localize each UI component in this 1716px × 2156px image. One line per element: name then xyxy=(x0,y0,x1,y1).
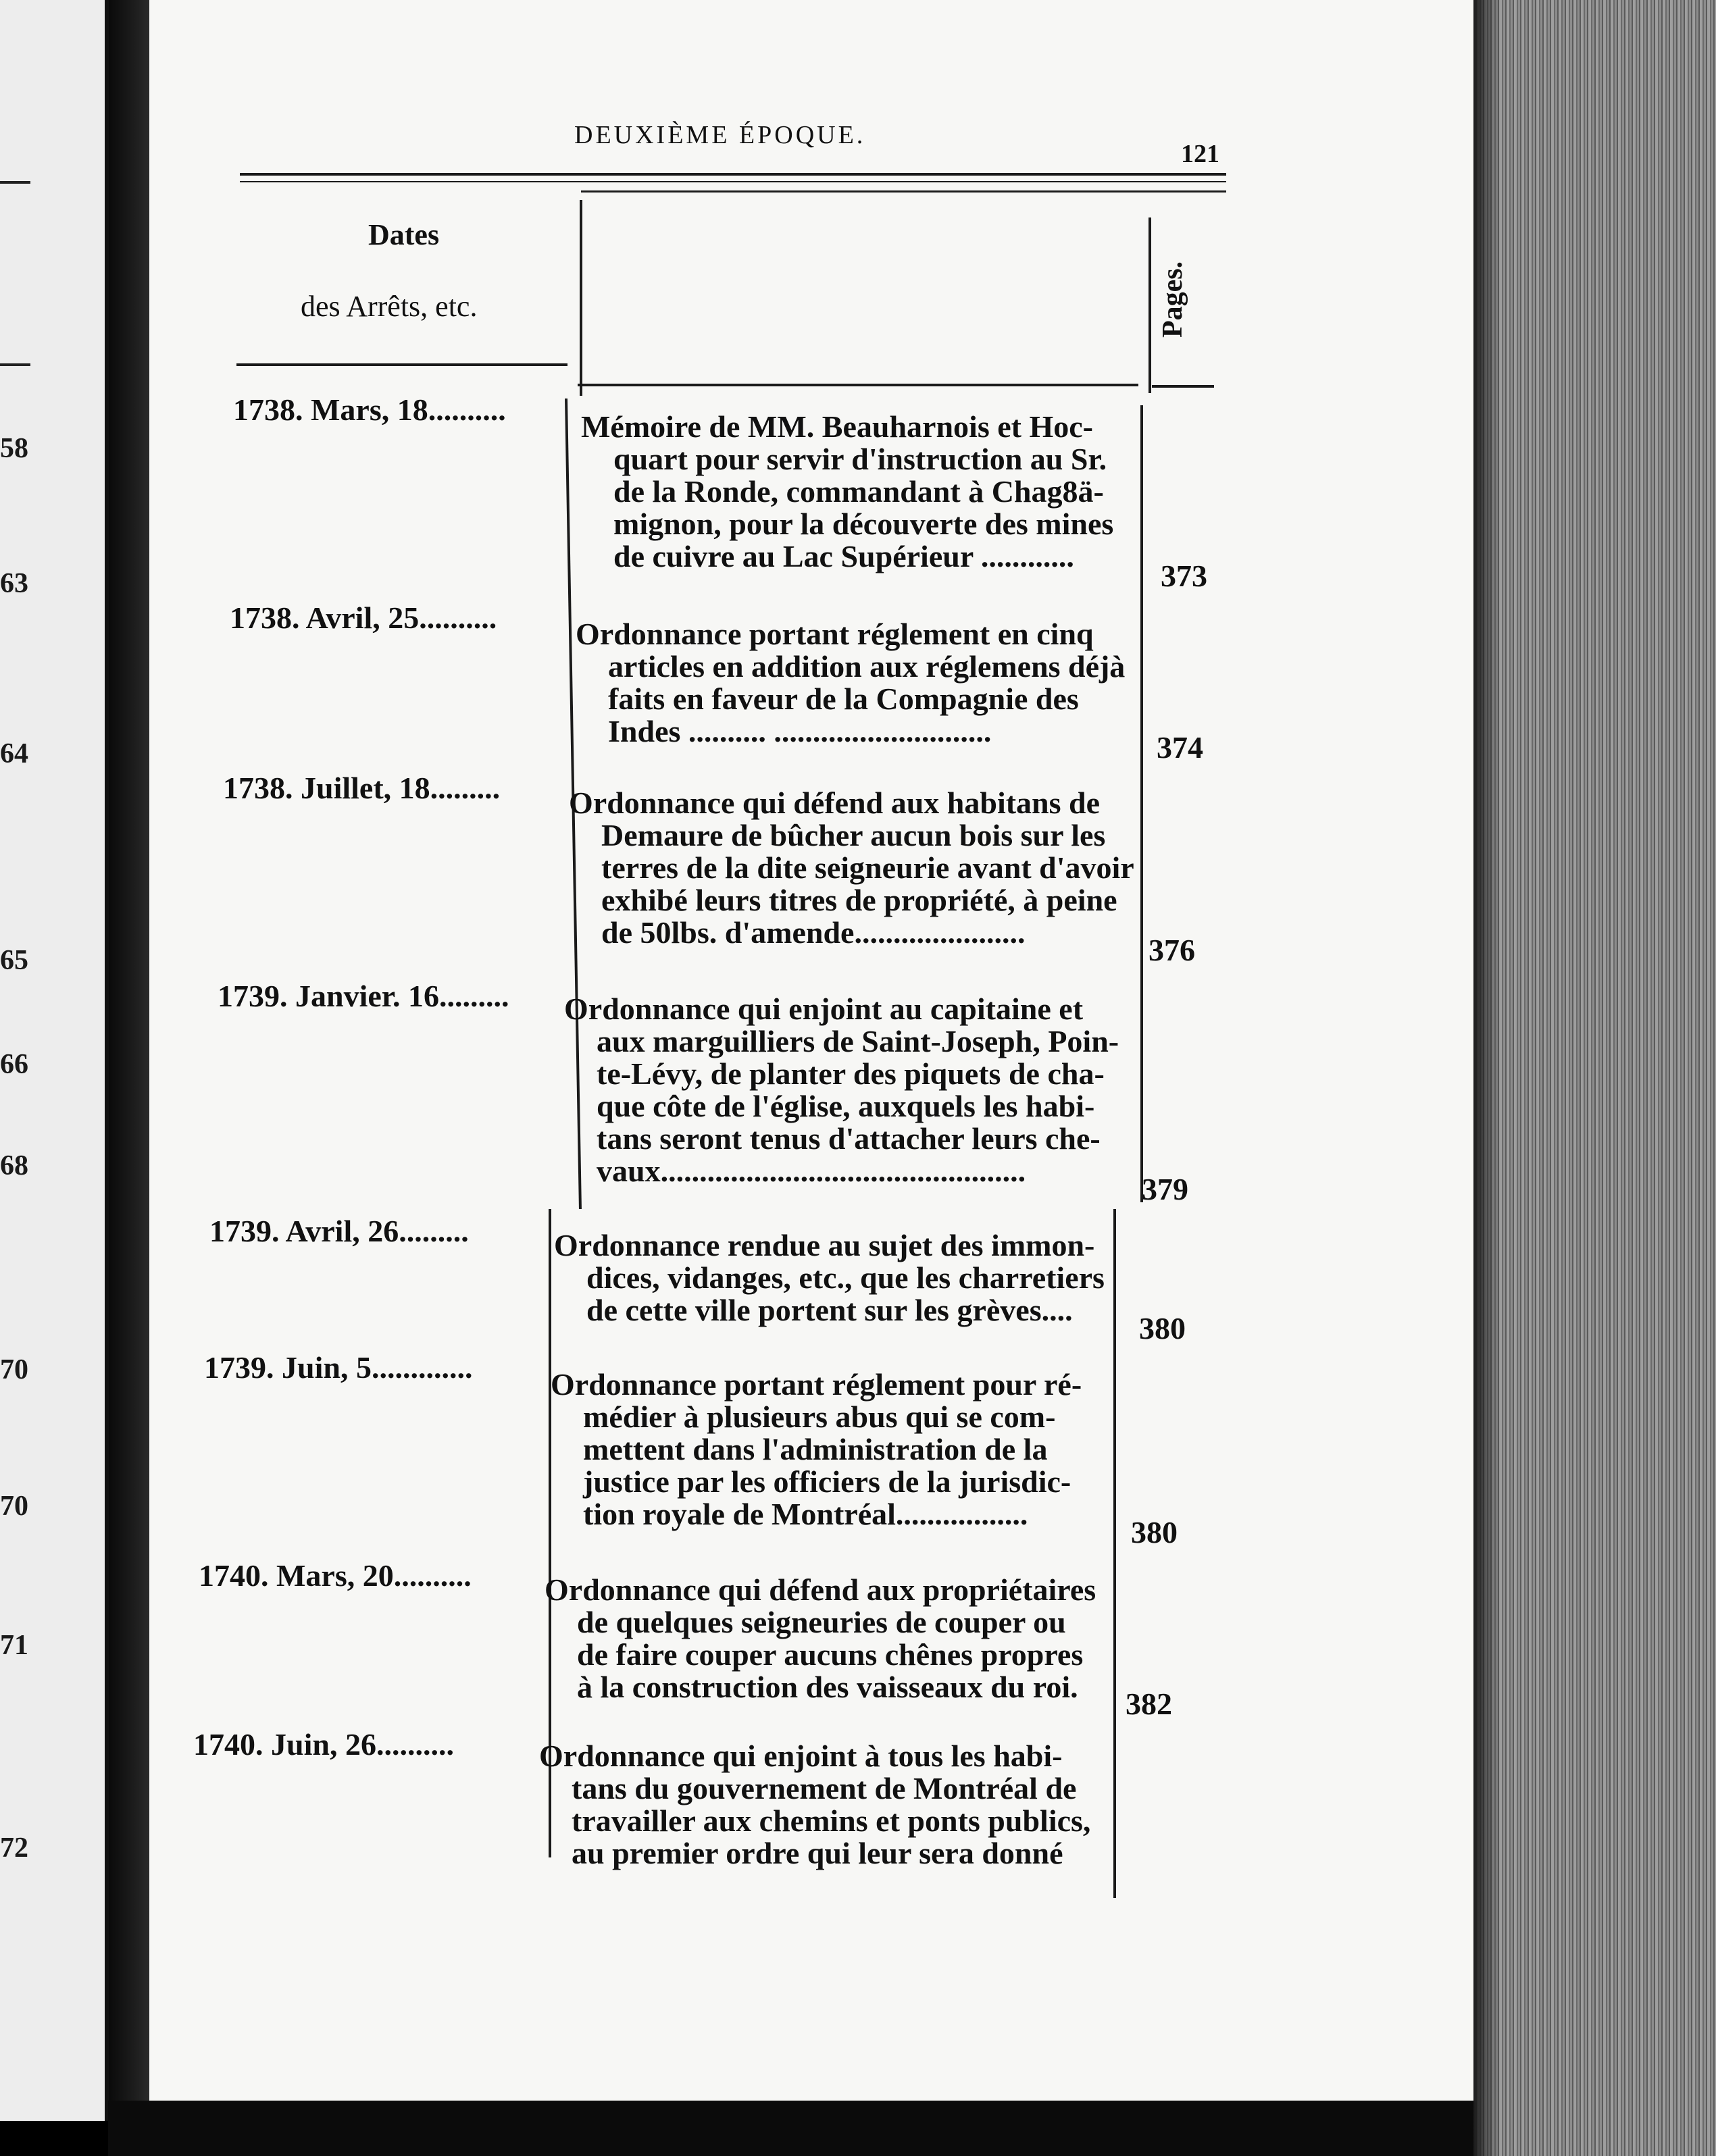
column-divider xyxy=(580,200,582,396)
left-facing-page xyxy=(0,0,109,2121)
entry-description xyxy=(554,1229,1105,1327)
book-page-edges xyxy=(1473,0,1716,2156)
entry-date: 1739. Juin, 5............. xyxy=(204,1350,473,1385)
column-rule-description xyxy=(578,384,1138,386)
entry-date: 1738. Mars, 18.......... xyxy=(233,392,506,427)
entry-line: Ordonnance rendue au sujet des immon- xyxy=(554,1228,1095,1262)
entry-description xyxy=(539,1740,1090,1870)
entry-line: de cette ville portent sur les grèves.... xyxy=(586,1293,1073,1327)
entry-line: mignon, pour la découverte des mines xyxy=(613,507,1114,541)
entry-line: exhibé leurs titres de propriété, à peine xyxy=(601,883,1117,917)
entry-line: de cuivre au Lac Supérieur ............ xyxy=(613,539,1074,573)
entry-line: dices, vidanges, etc., que les charretiers xyxy=(586,1260,1105,1295)
entry-line: vaux............................................... xyxy=(597,1154,1026,1188)
entry-description xyxy=(581,411,1113,573)
entry-line: Ordonnance qui enjoint à tous les habi- xyxy=(539,1739,1063,1773)
entry-line: tion royale de Montréal................. xyxy=(583,1497,1028,1531)
entry-line: articles en addition aux réglemens déjà xyxy=(608,649,1126,684)
column-divider xyxy=(1140,405,1143,1202)
entry-line: mettent dans l'administration de la xyxy=(583,1432,1048,1466)
entry-line: tans du gouvernement de Montréal de xyxy=(572,1771,1077,1805)
entry-line: Ordonnance portant réglement pour ré- xyxy=(551,1367,1082,1402)
entry-line: de la Ronde, commandant à Chag8ä- xyxy=(613,474,1104,509)
left-page-number: 70 xyxy=(0,1491,28,1522)
book-gutter xyxy=(109,0,149,2156)
entry-line: travailler aux chemins et ponts publics, xyxy=(572,1803,1091,1838)
entry-line: justice par les officiers de la jurisdic- xyxy=(583,1464,1071,1499)
entry-line: tans seront tenus d'attacher leurs che- xyxy=(597,1121,1101,1156)
entry-line: quart pour servir d'instruction au Sr. xyxy=(613,442,1107,476)
column-rule-dates xyxy=(236,363,567,366)
entry-line: aux marguilliers de Saint-Joseph, Poin- xyxy=(597,1024,1119,1058)
entry-line: Indes .......... ............................ xyxy=(608,714,992,748)
entry-page-number: 380 xyxy=(1139,1311,1186,1345)
entry-line: de 50lbs. d'amende...................... xyxy=(601,915,1026,950)
entry-line: Ordonnance portant réglement en cinq xyxy=(576,617,1094,651)
left-page-number: 64 xyxy=(0,738,28,769)
entry-page-number: 373 xyxy=(1161,559,1207,593)
entry-line: au premier ordre qui leur sera donné xyxy=(572,1836,1063,1870)
header-rule xyxy=(581,190,1226,192)
entry-page-number: 380 xyxy=(1131,1515,1178,1549)
entry-description xyxy=(545,1574,1096,1703)
column-divider xyxy=(1149,217,1151,393)
entry-page-number: 379 xyxy=(1142,1172,1188,1206)
entry-line: que côte de l'église, auxquels les habi- xyxy=(597,1089,1095,1123)
page-bottom-shadow xyxy=(108,2101,1486,2156)
entry-page-number: 374 xyxy=(1157,730,1203,765)
page-number: 121 xyxy=(1181,140,1219,168)
entry-description xyxy=(569,787,1134,949)
entry-line: Ordonnance qui enjoint au capitaine et xyxy=(564,992,1084,1026)
entry-page-number: 376 xyxy=(1149,933,1195,967)
entry-description xyxy=(551,1368,1082,1531)
entry-line: faits en faveur de la Compagnie des xyxy=(608,682,1079,716)
entry-line: Demaure de bûcher aucun bois sur les xyxy=(601,818,1106,852)
column-header-arrets: des Arrêts, etc. xyxy=(301,290,478,323)
column-divider xyxy=(1113,1209,1116,1898)
entry-date: 1738. Avril, 25.......... xyxy=(230,600,497,635)
entry-line: de quelques seigneuries de couper ou xyxy=(577,1605,1066,1639)
left-page-number: 70 xyxy=(0,1354,28,1385)
entry-line: Mémoire de MM. Beauharnois et Hoc- xyxy=(581,409,1093,444)
header-rule xyxy=(240,181,1226,182)
left-page-number: 66 xyxy=(0,1049,28,1080)
left-page-rule xyxy=(0,181,30,184)
left-page-number: 71 xyxy=(0,1630,28,1661)
left-page-number: 68 xyxy=(0,1150,28,1181)
entry-date: 1739. Avril, 26......... xyxy=(209,1214,469,1248)
edge-shadow xyxy=(1473,0,1500,2156)
column-header-dates: Dates xyxy=(368,218,440,251)
entry-date: 1738. Juillet, 18......... xyxy=(223,771,501,805)
entry-line: terres de la dite seigneurie avant d'avoir xyxy=(601,850,1134,885)
left-page-number: 65 xyxy=(0,945,28,976)
left-page-number: 58 xyxy=(0,433,28,464)
column-rule-pages xyxy=(1152,385,1214,388)
entry-line: Ordonnance qui défend aux habitans de xyxy=(569,786,1101,820)
entry-line: Ordonnance qui défend aux propriétaires xyxy=(545,1572,1096,1607)
running-head: DEUXIÈME ÉPOQUE. xyxy=(574,121,866,149)
header-rule xyxy=(240,173,1226,176)
entry-date: 1740. Juin, 26.......... xyxy=(193,1727,454,1762)
entry-line: te-Lévy, de planter des piquets de cha- xyxy=(597,1056,1105,1091)
entry-line: à la construction des vaisseaux du roi. xyxy=(577,1670,1078,1704)
entry-page-number: 382 xyxy=(1126,1687,1172,1721)
entry-description xyxy=(576,618,1125,748)
entry-description xyxy=(564,993,1119,1187)
entry-line: médier à plusieurs abus qui se com- xyxy=(583,1400,1056,1434)
entry-date: 1740. Mars, 20.......... xyxy=(199,1558,472,1593)
entry-line: de faire couper aucuns chênes propres xyxy=(577,1637,1084,1672)
column-header-pages: Pages. xyxy=(1157,261,1188,338)
left-page-number: 72 xyxy=(0,1832,28,1864)
entry-date: 1739. Janvier. 16......... xyxy=(218,979,509,1013)
left-page-rule xyxy=(0,363,30,366)
left-page-number: 63 xyxy=(0,568,28,599)
